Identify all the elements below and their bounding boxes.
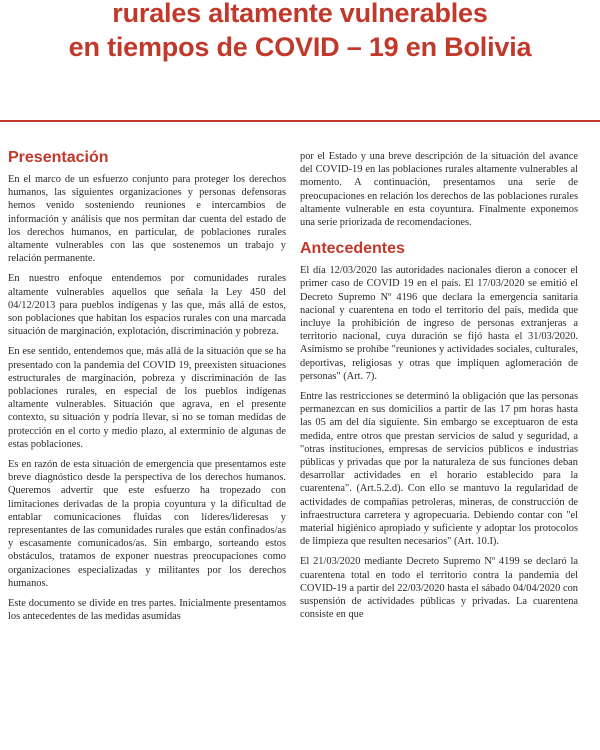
right-column — [300, 150, 578, 629]
title-line-2: en tiempos de COVID – 19 en Bolivia — [68, 32, 532, 62]
paragraph: En nuestro enfoque entendemos por comunidades rurales altamente vulnerables aquellos que señala la Ley 450 del 04/12/2013 para pueblos indígenas y las que, más allá de estos, son poblaciones que habitan los espacios rurales con una marcada situación de marginación, explotación, discriminación y pobreza. — [8, 273, 286, 338]
paragraph: Entre las restricciones se determinó la obligación que las personas permanezcan en sus domicilios a partir de las 17 pm horas hasta las 05 am del día siguiente. Sin embargo se exceptuaron de esta medida, entre otros que prestan servicios de salud y seguridad, a "otras instituciones, empresas de servicios públicos e industrias públicas y privadas que por la naturaleza de sus funciones deban desarrollar actividades en el horario establecido para la cuarentena". (Art.5.2.d). Con ello se mantuvo la regularidad de actividades de compañías petroleras, mineras, de construcción de infraestructura carretera y agropecuaria. Debiendo contar con "el material higiénico apropiado y suficiente y adoptar los protocolos de limpieza que resulten necesarios" (Art. 10.I). — [300, 391, 578, 548]
paragraph: El día 12/03/2020 las autoridades nacionales dieron a conocer el primer caso de COVID 19 en el país. El 17/03/2020 se emitió el Decreto Supremo Nº 4196 que declara la emergencia sanitaria nacional y cuarentena en todo el territorio del país, medida que incluye la prohibición de ingreso de personas extranjeras a territorio nacional, cuya duración se fijó hasta el 31/03/2020. Asimismo se prohíbe "reuniones y actividades sociales, culturales, deportivas, religiosas y otras que impliquen aglomeración de personas" (Art. 7). — [300, 265, 578, 382]
section-heading-antecedentes: Antecedentes — [300, 240, 405, 258]
section-heading-presentacion: Presentación — [8, 149, 109, 166]
left-column — [8, 148, 286, 631]
document-title — [0, 0, 600, 64]
title-divider — [0, 120, 600, 122]
title-line-1: rurales altamente vulnerables — [112, 0, 488, 28]
paragraph: Es en razón de esta situación de emergencia que presentamos este breve diagnóstico desde la perspectiva de los derechos humanos. Queremos advertir que este esfuerzo ha tropezado con limitaciones derivadas de la propia coyuntura y la dificultad de entablar comunicaciones fluidas con líderes/lideresas y representantes de las comunidades rurales que están confinados/as y escasamente comunicados/as. Sin embargo, sorteando estos obstáculos, tratamos de exponer nuestras preocupaciones como organizaciones especializadas y militantes por los derechos humanos. — [8, 459, 286, 589]
paragraph: En el marco de un esfuerzo conjunto para proteger los derechos humanos, las siguientes organizaciones y personas defensoras hemos venido sosteniendo reuniones e intercambios de información y análisis que nos permitan dar cuenta del estado de los derechos humanos, en particular, de poblaciones rurales altamente vulnerables con las que sostenemos un trabajo y relación permanente. — [8, 174, 286, 265]
paragraph: Este documento se divide en tres partes. Inicialmente presentamos los antecedentes de las medidas asumidas — [8, 598, 286, 623]
paragraph: por el Estado y una breve descripción de la situación del avance del COVID-19 en las poblaciones rurales altamente vulnerables al momento. A continuación, presentamos una serie de preocupaciones en relación los derechos de las poblaciones rurales altamente vulnerable en esta coyuntura. Finalmente exponemos una serie priorizada de recomendaciones. — [300, 151, 578, 229]
paragraph: El 21/03/2020 mediante Decreto Supremo Nº 4199 se declaró la cuarentena total en todo el territorio contra la pandemia del COVID-19 a partir del 22/03/2020 hasta el sábado 04/04/2020 con suspensión de actividades públicas y privadas. La cuarentena consiste en que — [300, 556, 578, 621]
paragraph: En ese sentido, entendemos que, más allá de la situación que se ha presentado con la pandemia del COVID 19, preexisten situaciones estructurales de marginación, pobreza y discriminación de las poblaciones rurales, en especial de los pueblos indígenas altamente vulnerables. Situación que agrava, en el presente contexto, su situación y podría llevar, si no se toman medidas de protección en el corto y medio plazo, al exterminio de algunas de estas poblaciones. — [8, 346, 286, 450]
